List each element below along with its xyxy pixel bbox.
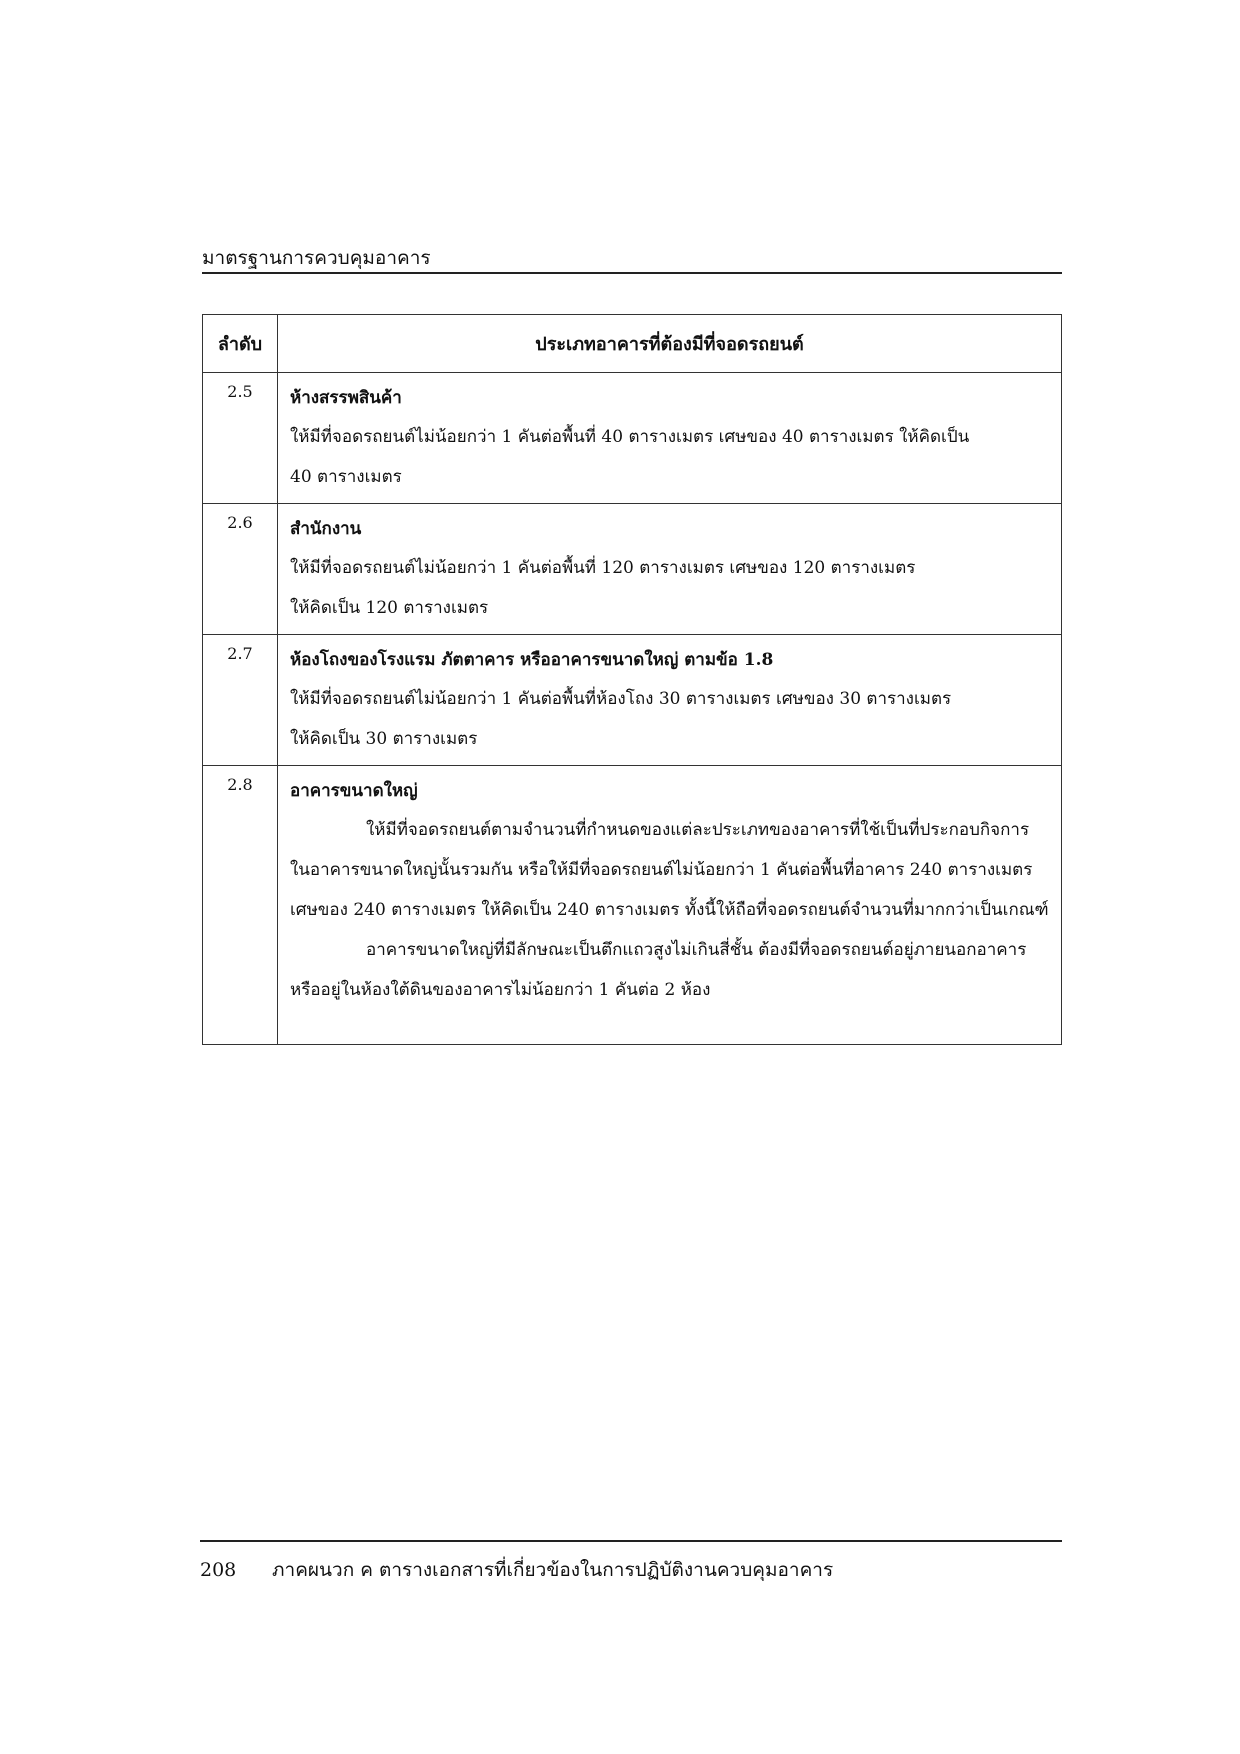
row-title: ห้างสรรพสินค้า bbox=[290, 388, 402, 408]
row-paragraph: ให้มีที่จอดรถยนต์ไม่น้อยกว่า 1 คันต่อพื้นที่ 120 ตารางเมตร เศษของ 120 ตารางเมตร bbox=[290, 558, 916, 578]
row-content bbox=[278, 635, 1062, 766]
table-row bbox=[203, 766, 1062, 1045]
row-spacer bbox=[290, 1010, 1049, 1038]
table-row bbox=[203, 373, 1062, 504]
row-number: 2.6 bbox=[203, 504, 278, 635]
page-number: 208 bbox=[200, 1559, 237, 1581]
running-header bbox=[202, 244, 1062, 274]
row-paragraph: ให้มีที่จอดรถยนต์ตามจำนวนที่กำหนดของแต่ละประเภทของอาคารที่ใช้เป็นที่ประกอบกิจการในอาคารขนาดใหญ่นั้นรวมกัน หรือให้มีที่จอดรถยนต์ไม่น้อยกว่า 1 คันต่อพื้นที่อาคาร 240 ตารางเมตร เศษของ 240 ตารางเมตร ให้คิดเป็น 240 ตารางเมตร ทั้งนี้ให้ถือที่จอดรถยนต์จำนวนที่มากกว่าเป็นเกณฑ์ bbox=[290, 820, 1049, 920]
row-paragraph: ให้คิดเป็น 30 ตารางเมตร bbox=[290, 729, 478, 749]
row-title: อาคารขนาดใหญ่ bbox=[290, 781, 418, 801]
running-footer bbox=[200, 1540, 1062, 1584]
row-paragraph: ให้มีที่จอดรถยนต์ไม่น้อยกว่า 1 คันต่อพื้นที่ 40 ตารางเมตร เศษของ 40 ตารางเมตร ให้คิดเป็น bbox=[290, 427, 970, 447]
table-header-row bbox=[203, 315, 1062, 373]
row-paragraph: อาคารขนาดใหญ่ที่มีลักษณะเป็นตึกแถวสูงไม่เกินสี่ชั้น ต้องมีที่จอดรถยนต์อยู่ภายนอกอาคารหรืออยู่ในห้องใต้ดินของอาคารไม่น้อยกว่า 1 คันต่อ 2 ห้อง bbox=[290, 940, 1027, 1000]
header-title: มาตรฐานการควบคุมอาคาร bbox=[202, 247, 431, 269]
table-row bbox=[203, 635, 1062, 766]
row-paragraph: ให้คิดเป็น 120 ตารางเมตร bbox=[290, 598, 489, 618]
row-content bbox=[278, 766, 1062, 1045]
row-paragraph: 40 ตารางเมตร bbox=[290, 467, 402, 487]
row-content bbox=[278, 373, 1062, 504]
row-paragraph: ให้มีที่จอดรถยนต์ไม่น้อยกว่า 1 คันต่อพื้นที่ห้องโถง 30 ตารางเมตร เศษของ 30 ตารางเมตร bbox=[290, 689, 952, 709]
parking-standards-table bbox=[202, 314, 1062, 1045]
row-number: 2.8 bbox=[203, 766, 278, 1045]
table-row bbox=[203, 504, 1062, 635]
column-header-building-type: ประเภทอาคารที่ต้องมีที่จอดรถยนต์ bbox=[278, 315, 1062, 373]
column-header-number: ลำดับ bbox=[203, 315, 278, 373]
row-number: 2.7 bbox=[203, 635, 278, 766]
row-number: 2.5 bbox=[203, 373, 278, 504]
row-title: สำนักงาน bbox=[290, 519, 362, 539]
footer-text: ภาคผนวก ค ตารางเอกสารที่เกี่ยวข้องในการปฏิบัติงานควบคุมอาคาร bbox=[272, 1559, 834, 1581]
row-content bbox=[278, 504, 1062, 635]
row-title: ห้องโถงของโรงแรม ภัตตาคาร หรืออาคารขนาดใหญ่ ตามข้อ 1.8 bbox=[290, 650, 774, 670]
